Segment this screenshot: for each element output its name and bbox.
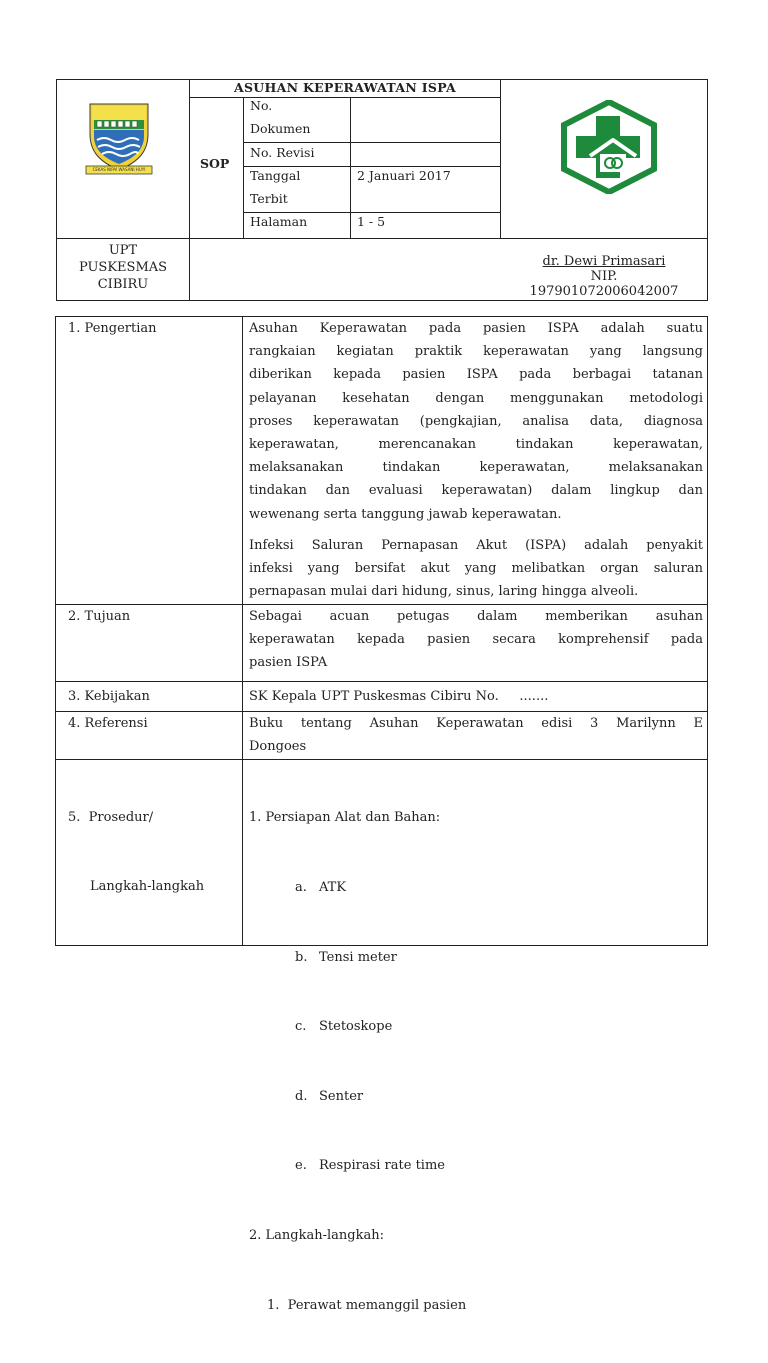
paragraph-line: Sebagai acuan petugas dalam memberikan asuhan (249, 609, 703, 624)
field-label-no-revisi: No. Revisi (250, 145, 315, 160)
list-item: e. Respirasi rate time (295, 1158, 445, 1174)
paragraph-line: proses keperawatan (pengkajian, analisa data, diagnosa (249, 413, 703, 429)
paragraph-line: pernapasan mulai dari hidung, sinus, laring hingga alveoli. (249, 584, 639, 600)
document-title: ASUHAN KEPERAWATAN ISPA (233, 80, 456, 95)
unit-line-3: CIBIRU (97, 277, 149, 292)
section-label: 3. Kebijakan (56, 682, 243, 711)
puskesmas-green-cross-icon (560, 100, 658, 194)
paragraph-line: Asuhan Keperawatan pada pasien ISPA adalah suatu (249, 321, 703, 336)
field-label-halaman: Halaman (250, 214, 308, 229)
paragraph-line: diberikan kepada pasien ISPA pada berbagai tatanan (249, 367, 703, 383)
sop-content-table (55, 316, 708, 1313)
paragraph-line: Buku tentang Asuhan Keperawatan edisi 3 Marilynn E (249, 716, 703, 731)
signer-nip: 197901072006042007 (529, 284, 679, 299)
paragraph-line: pelayanan kesehatan dengan menggunakan metodologi (249, 390, 703, 406)
list-item: d. Senter (295, 1088, 364, 1104)
paragraph-line: wewenang serta tanggung jawab keperawatan. (249, 506, 562, 522)
paragraph-line: rangkaian kegiatan praktik keperawatan yang langsung (249, 344, 703, 360)
list-item: 1. Perawat memanggil pasien (267, 1297, 467, 1313)
unit-line-1: UPT (108, 243, 138, 258)
section-label: 4. Referensi (56, 712, 243, 759)
field-label-tanggal: Tanggal (250, 168, 301, 183)
section-kebijakan (56, 682, 707, 712)
city-coat-of-arms-icon (82, 100, 156, 180)
logo-caption: CEKAS NIPAI WASANI HUYI (92, 167, 146, 172)
signer-nip-label: NIP. (590, 269, 618, 284)
section-label: 2. Tujuan (56, 605, 243, 681)
section-pengertian (56, 317, 707, 605)
section-referensi (56, 712, 707, 760)
section-label-2: Langkah-langkah (90, 879, 205, 894)
paragraph-line: tindakan dan evaluasi keperawatan) dalam lingkup dan (249, 483, 703, 499)
section-label: 1. Pengertian (56, 317, 243, 604)
step-heading: 2. Langkah-langkah: (249, 1228, 384, 1244)
sop-label: SOP (200, 156, 230, 171)
field-label-no-dokumen-2: Dokumen (250, 121, 311, 136)
signer-name: dr. Dewi Primasari (542, 254, 666, 269)
paragraph-line: keperawatan kepada pasien secara komprehensif pada (249, 632, 703, 648)
step-heading: 1. Persiapan Alat dan Bahan: (249, 810, 441, 826)
section-label: 5. Prosedur/ (68, 810, 154, 825)
paragraph-line: pasien ISPA (249, 655, 328, 671)
field-label-terbit: Terbit (250, 191, 288, 206)
list-item: b. Tensi meter (295, 949, 397, 965)
section-prosedur (56, 760, 707, 1313)
paragraph-line: infeksi yang bersifat akut yang melibatkan organ saluran (249, 561, 703, 577)
paragraph-line: keperawatan, merencanakan tindakan keperawatan, (249, 437, 703, 453)
unit-line-2: PUSKESMAS (78, 260, 168, 275)
paragraph-line: Dongoes (249, 739, 307, 755)
field-value-tanggal-terbit: 2 Januari 2017 (357, 168, 451, 183)
list-item: c. Stetoskope (295, 1019, 393, 1035)
paragraph-line: melaksanakan tindakan keperawatan, melaksanakan (249, 460, 703, 476)
paragraph-line: SK Kepala UPT Puskesmas Cibiru No. ....... (249, 688, 549, 704)
section-tujuan (56, 605, 707, 682)
field-label-no-dokumen: No. (250, 98, 273, 113)
field-value-halaman: 1 - 5 (357, 214, 386, 229)
paragraph-line: Infeksi Saluran Pernapasan Akut (ISPA) adalah penyakit (249, 537, 703, 553)
list-item: a. ATK (295, 880, 347, 896)
